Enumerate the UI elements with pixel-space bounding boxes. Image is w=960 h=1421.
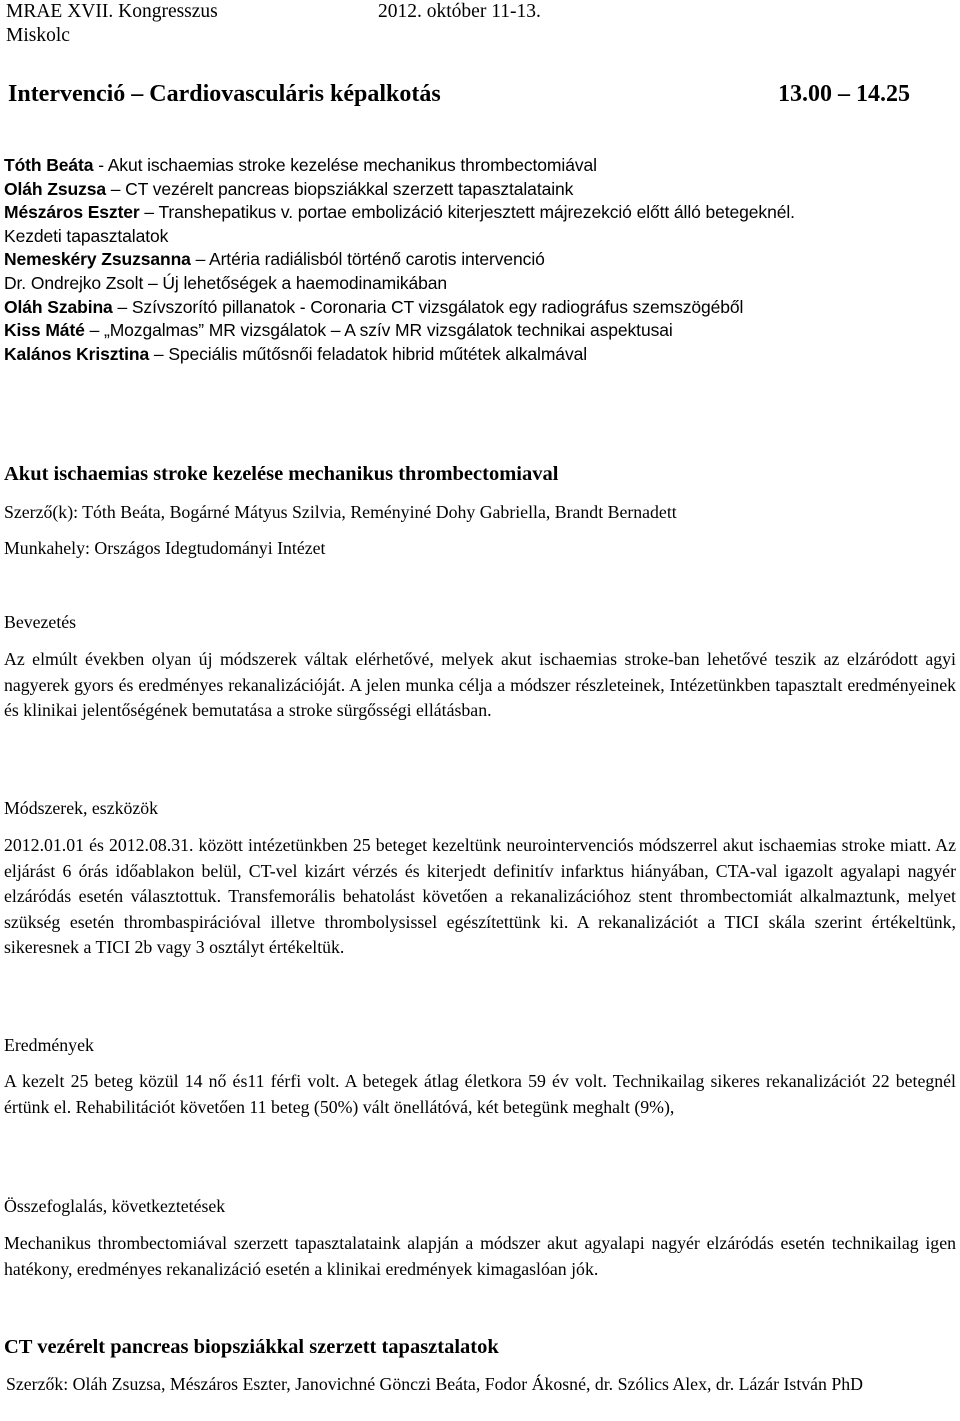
abstract-workplace: Munkahely: Országos Idegtudományi Intézet: [4, 538, 326, 558]
session-time: 13.00 – 14.25: [778, 81, 910, 107]
presentation-title: – CT vezérelt pancreas biopsziákkal szerzett tapasztalataink: [106, 178, 574, 199]
methods-text: 2012.01.01 és 2012.08.31. között intézetünkben 25 beteget kezeltünk neurointervenciós módszerrel akut ischaemias stroke miatt. Az eljárást 6 órás időablakon belül, CT-vel kizárt vérzés és kiterjedt definitív infarktus hiányában, CTA-val igazolt agyalapi nagyér elzáródás esetén választottuk. Transfemorális behatolást követően a rekanalizációhoz stent thrombectomiát alkalmaztunk, melyet szükség esetén thrombaspirációval illetve thrombolysissel egészítettünk ki. A rekanalizációt a TICI skála szerint értékeltünk, sikeresnek a TICI 2b vagy 3 osztályt értékeltük.: [4, 835, 956, 957]
conference-date: 2012. október 11-13.: [378, 1, 541, 22]
program-item: [4, 154, 954, 178]
program-item: [4, 319, 954, 343]
presenter-name: Kalános Krisztina: [4, 343, 150, 364]
program-item: [4, 343, 954, 367]
summary-heading: Összefoglalás, következtetések: [4, 1196, 226, 1216]
methods-heading: Módszerek, eszközök: [4, 798, 159, 818]
presentation-title: – Speciális műtősnői feladatok hibrid műtétek alkalmával: [149, 343, 588, 364]
program-item: [4, 201, 954, 225]
program-item: [4, 296, 954, 320]
program-item: [4, 225, 954, 249]
presentation-title: – Szívszorító pillanatok - Coronaria CT vizsgálatok egy radiográfus szemszögéből: [112, 296, 744, 317]
presenter-name: Tóth Beáta: [4, 155, 94, 175]
presentation-title: – Artéria radiálisból történő carotis intervenció: [190, 249, 545, 270]
conference-name: MRAE XVII. Kongresszus: [6, 1, 218, 22]
presentation-title: Kezdeti tapasztalatok: [4, 225, 169, 246]
abstract-title: CT vezérelt pancreas biopsziákkal szerzett tapasztalatok: [4, 1336, 499, 1358]
abstract-authors: Szerző(k): Tóth Beáta, Bogárné Mátyus Szilvia, Reményiné Dohy Gabriella, Brandt Bernadett: [4, 502, 677, 522]
program-list: [4, 154, 954, 366]
results-heading: Eredmények: [4, 1035, 94, 1055]
intro-heading: Bevezetés: [4, 612, 77, 632]
presentation-title: – „Mozgalmas” MR vizsgálatok – A szív MR vizsgálatok technikai aspektusai: [84, 320, 673, 341]
presenter-name: Kiss Máté: [4, 320, 85, 341]
abstract-title: Akut ischaemias stroke kezelése mechanikus thrombectomiaval: [4, 463, 559, 485]
results-text: A kezelt 25 beteg közül 14 nő és11 férfi volt. A betegek átlag életkora 59 év volt. Technikailag sikeres rekanalizációt 22 betegnél értünk el. Rehabilitációt követően 11 beteg (50%) vált önellátóvá, két betegünk meghalt (9%),: [4, 1071, 956, 1117]
presentation-title: – Transhepatikus v. portae embolizáció kiterjesztett májrezekció előtt álló betegeknél.: [139, 202, 795, 223]
presentation-title: Dr. Ondrejko Zsolt – Új lehetőségek a haemodinamikában: [4, 272, 448, 293]
summary-text: Mechanikus thrombectomiával szerzett tapasztalataink alapján a módszer akut agyalapi nagyér elzáródás esetén technikailag igen hatékony, eredményes rekanalizáció esetén a klinikai eredmények kimagaslóan jók.: [4, 1233, 956, 1279]
intro-text: Az elmúlt években olyan új módszerek váltak elérhetővé, melyek akut ischaemias stroke-ban lehetővé teszik az elzáródott agyi nagyerek gyors és eredményes rekanalizációját. A jelen munka célja a módszer részleteinek, Intézetünkben tapasztalt eredményeinek és klinikai jelentőségének bemutatása a stroke sürgősségi ellátásban.: [4, 649, 956, 720]
presenter-name: Oláh Szabina: [4, 296, 113, 317]
presenter-name: Nemeskéry Zsuzsanna: [4, 249, 191, 270]
program-item: [4, 178, 954, 202]
presentation-title: - Akut ischaemias stroke kezelése mechanikus thrombectomiával: [93, 155, 597, 175]
abstract-authors: Szerzők: Oláh Zsuzsa, Mészáros Eszter, Janovichné Gönczi Beáta, Fodor Ákosné, dr. Szólics Alex, dr. Lázár István PhD: [6, 1374, 864, 1394]
session-title: Intervenció – Cardiovasculáris képalkotás: [8, 81, 441, 107]
presenter-name: Oláh Zsuzsa: [4, 178, 106, 199]
program-item: [4, 272, 954, 296]
conference-city: Miskolc: [6, 25, 70, 46]
program-item: [4, 248, 954, 272]
presenter-name: Mészáros Eszter: [4, 202, 140, 223]
